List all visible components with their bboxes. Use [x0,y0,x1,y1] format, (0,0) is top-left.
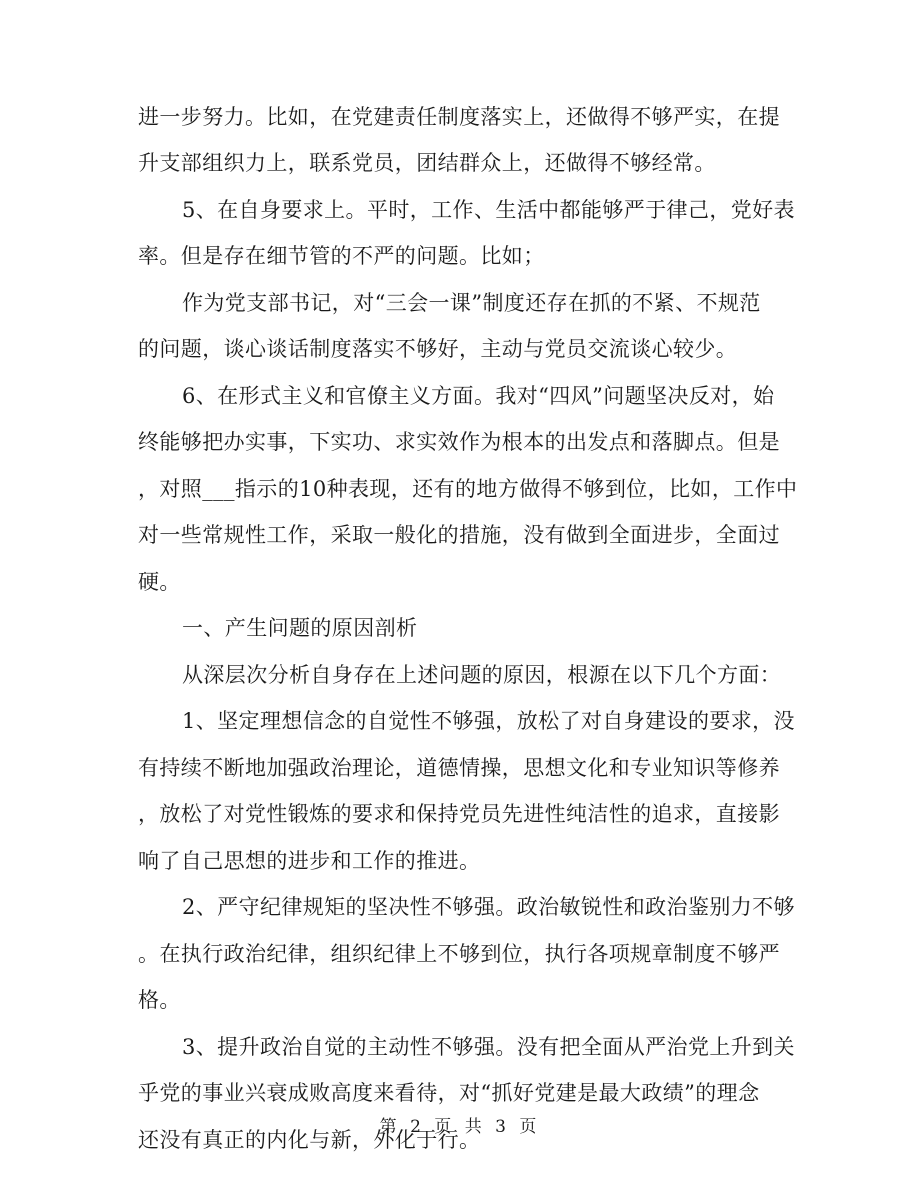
text-line: 还没有真正的内化与新，外化于行。 [138,1128,481,1152]
cause-2-start: 2、严守纪律规矩的坚决性不够强。政治敏锐性和政治鉴别力不够 [182,895,795,919]
cause-1-start: 1、坚定理想信念的自觉性不够强，放松了对自身建设的要求，没 [182,709,795,733]
text-line: 乎党的事业兴衰成败高度来看待，对“抓好党建是最大政绩”的理念 [138,1081,760,1105]
text-line: 升支部组织力上，联系党员，团结群众上，还做得不够经常。 [138,151,716,175]
text-line: ，对照___指示的10种表现，还有的地方做得不够到位，比如，工作中 [138,477,798,501]
text-line: 率。但是存在细节管的不严的问题。比如； [138,244,545,268]
text-line: 。在执行政治纪律，组织纪律上不够到位，执行各项规章制度不够严 [138,942,780,966]
paragraph-6-start: 6、在形式主义和官僚主义方面。我对“四风”问题坚决反对，始 [182,384,775,408]
cause-3-start: 3、提升政治自觉的主动性不够强。没有把全面从严治党上升到关 [182,1035,795,1059]
text-line: 硬。 [138,570,181,594]
page-number-footer: 第 2 页 共 3 页 [379,1117,541,1137]
text-line: 对一些常规性工作，采取一般化的措施，没有做到全面进步，全面过 [138,523,780,547]
section-heading: 一、产生问题的原因剖析 [182,616,418,640]
text-line: 有持续不断地加强政治理论，道德情操，思想文化和专业知识等修养 [138,756,780,780]
text-line: 格。 [138,988,181,1012]
text-line: 进一步努力。比如，在党建责任制度落实上，还做得不够严实，在提 [138,105,780,129]
paragraph-start: 从深层次分析自身存在上述问题的原因，根源在以下几个方面： [182,663,782,687]
text-line: 终能够把办实事，下实功、求实效作为根本的出发点和落脚点。但是 [138,430,780,454]
text-line: 的问题，谈心谈话制度落实不够好，主动与党员交流谈心较少。 [138,337,738,361]
text-line: 响了自己思想的进步和工作的推进。 [138,849,481,873]
paragraph-start: 作为党支部书记，对“三会一课”制度还存在抓的不紧、不规范 [182,291,761,315]
paragraph-5-start: 5、在自身要求上。平时，工作、生活中都能够严于律己，党好表 [182,198,795,222]
text-line: ，放松了对党性锻炼的要求和保持党员先进性纯洁性的追求，直接影 [138,802,780,826]
